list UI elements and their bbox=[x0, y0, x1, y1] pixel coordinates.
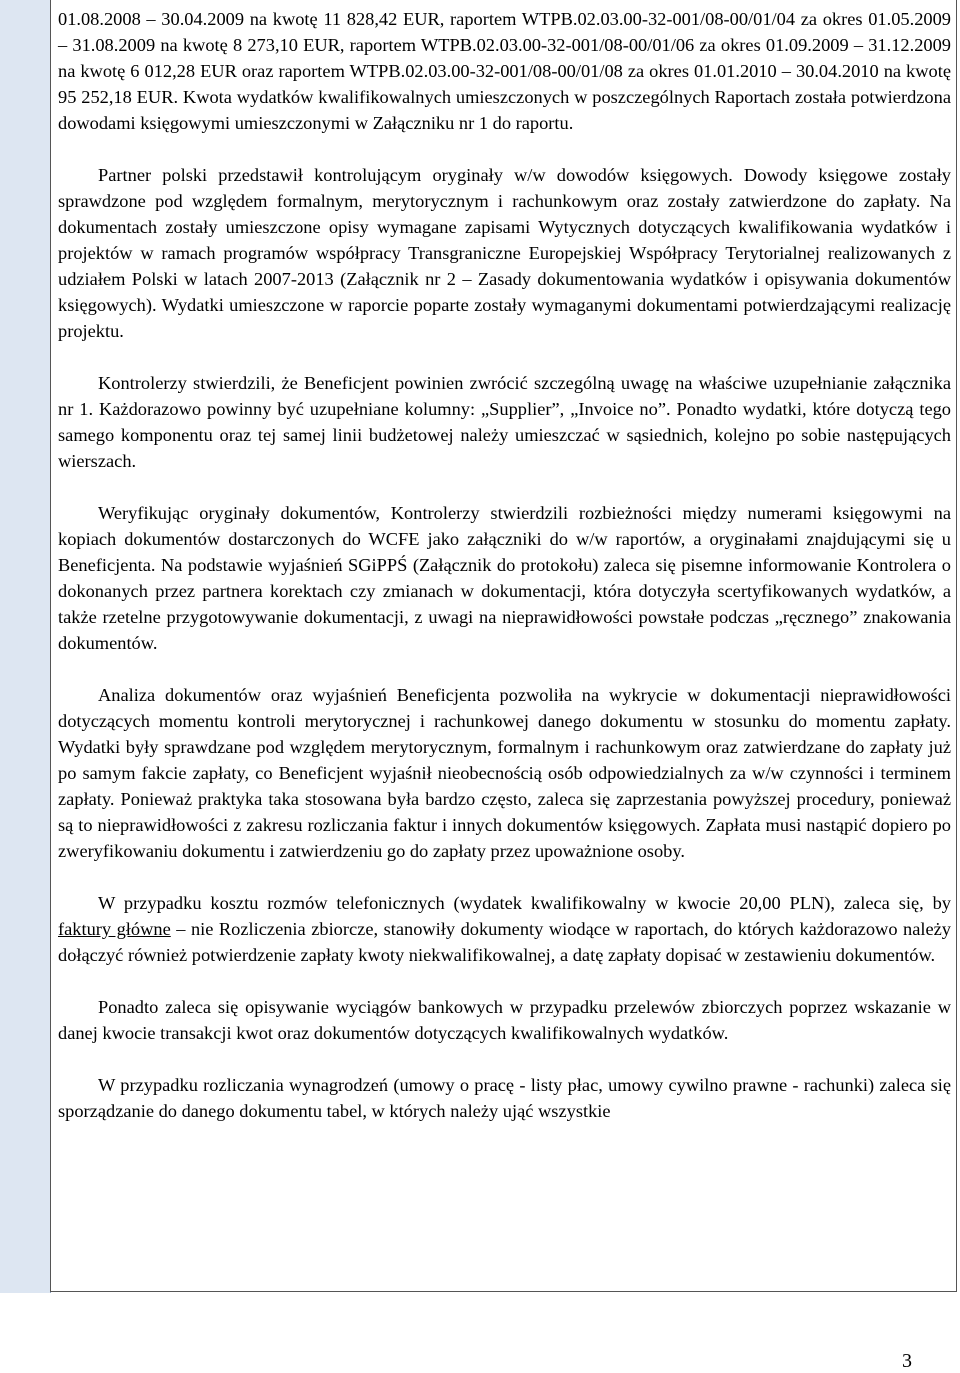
paragraph-attachment-note bbox=[58, 370, 951, 474]
paragraph-salaries bbox=[58, 1072, 951, 1124]
paragraph-text: Kontrolerzy stwierdzili, że Beneficjent powinien zwrócić szczególną uwagę na właściwe uzupełnianie załącznika nr 1. Każdorazowo powinny być uzupełniane kolumny: „Supplier”, „Invoice no”. Ponadto wydatki, które dotyczą tego samego komponentu oraz tej samej linii budżetowej należy umieszczać w sąsiednich, kolejno po sobie następujących wierszach. bbox=[58, 373, 951, 471]
paragraph-text: W przypadku kosztu rozmów telefonicznych (wydatek kwalifikowalny w kwocie 20,00 PLN), zaleca się, by bbox=[98, 893, 951, 913]
paragraph-report-amounts bbox=[58, 6, 951, 136]
paragraph-discrepancies bbox=[58, 500, 951, 656]
paragraph-originals-presented bbox=[58, 162, 951, 344]
paragraph-phone-costs bbox=[58, 890, 951, 968]
underlined-term: faktury główne bbox=[58, 919, 171, 939]
paragraph-text: Ponadto zaleca się opisywanie wyciągów bankowych w przypadku przelewów zbiorczych poprzez wskazanie w danej kwocie transakcji kwot oraz dokumentów dotyczących kwalifikowalnych wydatków. bbox=[58, 997, 951, 1043]
page-number: 3 bbox=[902, 1350, 912, 1372]
paragraph-text: – nie Rozliczenia zbiorcze, stanowiły dokumenty wiodące w raportach, do których każdorazowo należy dołączyć również potwierdzenie zapłaty kwoty niekwalifikowalnej, a datę zapłaty dopisać w zestawieniu dokumentów. bbox=[58, 919, 951, 965]
paragraph-text: Weryfikując oryginały dokumentów, Kontrolerzy stwierdzili rozbieżności między numerami księgowymi na kopiach dokumentów dostarczonych do WCFE jako załączniki do w/w raportów, a oryginałami znajdującymi się u Beneficjenta. Na podstawie wyjaśnień SGiPPŚ (Załącznik do protokołu) zaleca się pisemne informowanie Kontrolera o dokonanych przez partnera korektach czy zmianach w dokumentacji, która dotyczyła scertyfikowanych wydatków, a także rzetelne przygotowywanie dokumentacji, z uwagi na nieprawidłowości powstałe podczas „ręcznego” znakowania dokumentów. bbox=[58, 503, 951, 653]
left-margin-band bbox=[0, 0, 51, 1293]
paragraph-bank-statements bbox=[58, 994, 951, 1046]
paragraph-text: Analiza dokumentów oraz wyjaśnień Beneficjenta pozwoliła na wykrycie w dokumentacji nieprawidłowości dotyczących momentu kontroli merytorycznej i rachunkowej danego dokumentu w stosunku do momentu zapłaty. Wydatki były sprawdzane pod względem merytorycznym, formalnym i rachunkowym oraz zatwierdzane do zapłaty już po samym fakcie zapłaty, co Beneficjent wyjaśnił nieobecnością osób odpowiedzialnych za w/w czynności i terminem zapłaty. Ponieważ praktyka taka stosowana była bardzo często, zaleca się zaprzestania powyższej procedury, ponieważ są to nieprawidłowości z zakresu rozliczania faktur i innych dokumentów księgowych. Zapłata musi nastąpić dopiero po zweryfikowaniu dokumentu i zatwierdzeniu go do zapłaty przez upoważnione osoby. bbox=[58, 685, 951, 861]
paragraph-analysis bbox=[58, 682, 951, 864]
paragraph-text: W przypadku rozliczania wynagrodzeń (umowy o pracę - listy płac, umowy cywilno prawne - rachunki) zaleca się sporządzanie do danego dokumentu tabel, w których należy ująć wszystkie bbox=[58, 1075, 951, 1121]
paragraph-text: Partner polski przedstawił kontrolującym oryginały w/w dowodów księgowych. Dowody księgowe zostały sprawdzone pod względem formalnym, merytorycznym i rachunkowym oraz zostały zatwierdzone do zapłaty. Na dokumentach zostały umieszczone opisy wymagane zapisami Wytycznych dotyczących kwalifikowania wydatków i projektów w ramach programów współpracy Transgraniczne Europejskiej Współpracy Terytorialnej realizowanych z udziałem Polski w latach 2007-2013 (Załącznik nr 2 – Zasady dokumentowania wydatków i opisywania dokumentów księgowych). Wydatki umieszczone w raporcie poparte zostały wymaganymi dokumentami potwierdzającymi realizację projektu. bbox=[58, 165, 951, 341]
paragraph-text: 01.08.2008 – 30.04.2009 na kwotę 11 828,42 EUR, raportem WTPB.02.03.00-32-001/08-00/01/04 za okres 01.05.2009 – 31.08.2009 na kwotę 8 273,10 EUR, raportem WTPB.02.03.00-32-001/08-00/01/06 za okres 01.09.2009 – 31.12.2009 na kwotę 6 012,28 EUR oraz raportem WTPB.02.03.00-32-001/08-00/01/08 za okres 01.01.2010 – 30.04.2010 na kwotę 95 252,18 EUR. Kwota wydatków kwalifikowalnych umieszczonych w poszczególnych Raportach została potwierdzona dowodami księgowymi umieszczonymi w Załączniku nr 1 do raportu. bbox=[58, 9, 951, 133]
document-body bbox=[58, 6, 951, 1150]
